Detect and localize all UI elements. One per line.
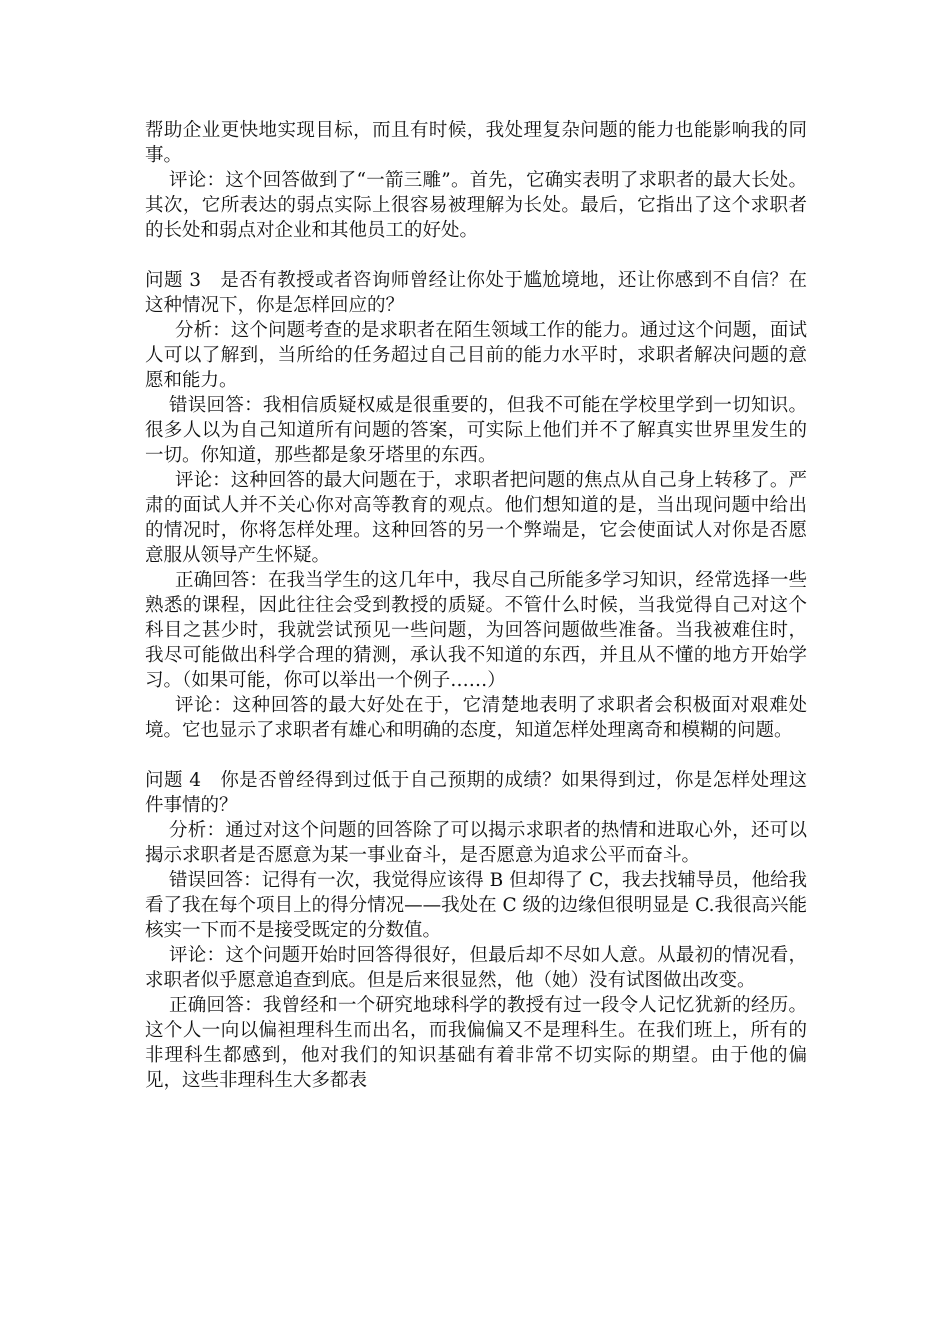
paragraph: 正确回答：我曾经和一个研究地球科学的教授有过一段令人记忆犹新的经历。这个人一向以偏袒理科生而出名，而我偏偏又不是理科生。在我们班上，所有的非理科生都感到，他对我们的知识基础有着非常不切实际的期望。由于他的偏见，这些非理科生大多都表: [145, 995, 807, 1091]
paragraph: 帮助企业更快地实现目标，而且有时候，我处理复杂问题的能力也能影响我的同事。: [145, 120, 807, 166]
paragraph-spacer: [145, 243, 807, 268]
paragraph: 分析：这个问题考查的是求职者在陌生领域工作的能力。通过这个问题，面试人可以了解到，当所给的任务超过自己目前的能力水平时，求职者解决问题的意愿和能力。: [145, 320, 807, 391]
paragraph: 评论：这个回答做到了“一箭三雕”。首先，它确实表明了求职者的最大长处。其次，它所表达的弱点实际上很容易被理解为长处。最后，它指出了这个求职者的长处和弱点对企业和其他员工的好处。: [145, 170, 807, 241]
paragraph: 错误回答：记得有一次，我觉得应该得 B 但却得了 C，我去找辅导员，他给我看了我在每个项目上的得分情况——我处在 C 级的边缘但很明显是 C.我很高兴能核实一下而不是接受既定的分数值。: [145, 870, 807, 941]
paragraph: 评论：这个问题开始时回答得很好，但最后却不尽如人意。从最初的情况看，求职者似乎愿意追查到底。但是后来很显然，他（她）没有试图做出改变。: [145, 945, 807, 991]
question-heading: 问题 4 你是否曾经得到过低于自己预期的成绩？如果得到过，你是怎样处理这件事情的？: [145, 770, 807, 816]
paragraph-spacer: [145, 743, 807, 768]
document-page: [145, 118, 807, 1093]
paragraph: 评论：这种回答的最大好处在于，它清楚地表明了求职者会积极面对艰难处境。它也显示了求职者有雄心和明确的态度，知道怎样处理离奇和模糊的问题。: [145, 695, 807, 741]
paragraph: 错误回答：我相信质疑权威是很重要的，但我不可能在学校里学到一切知识。很多人以为自己知道所有问题的答案，可实际上他们并不了解真实世界里发生的一切。你知道，那些都是象牙塔里的东西。: [145, 395, 807, 466]
paragraph: 评论：这种回答的最大问题在于，求职者把问题的焦点从自己身上转移了。严肃的面试人并不关心你对高等教育的观点。他们想知道的是，当出现问题中给出的情况时，你将怎样处理。这种回答的另一个弊端是，它会使面试人对你是否愿意服从领导产生怀疑。: [145, 470, 807, 566]
question-heading: 问题 3 是否有教授或者咨询师曾经让你处于尴尬境地，还让你感到不自信？在这种情况下，你是怎样回应的？: [145, 270, 807, 316]
paragraph: 正确回答：在我当学生的这几年中，我尽自己所能多学习知识，经常选择一些熟悉的课程，因此往往会受到教授的质疑。不管什么时候，当我觉得自己对这个科目之甚少时，我就尝试预见一些问题，为回答问题做些准备。当我被难住时，我尽可能做出科学合理的猜测，承认我不知道的东西，并且从不懂的地方开始学习。（如果可能，你可以举出一个例子……）: [145, 570, 807, 691]
paragraph: 分析：通过对这个问题的回答除了可以揭示求职者的热情和进取心外，还可以揭示求职者是否愿意为某一事业奋斗，是否愿意为追求公平而奋斗。: [145, 820, 807, 866]
